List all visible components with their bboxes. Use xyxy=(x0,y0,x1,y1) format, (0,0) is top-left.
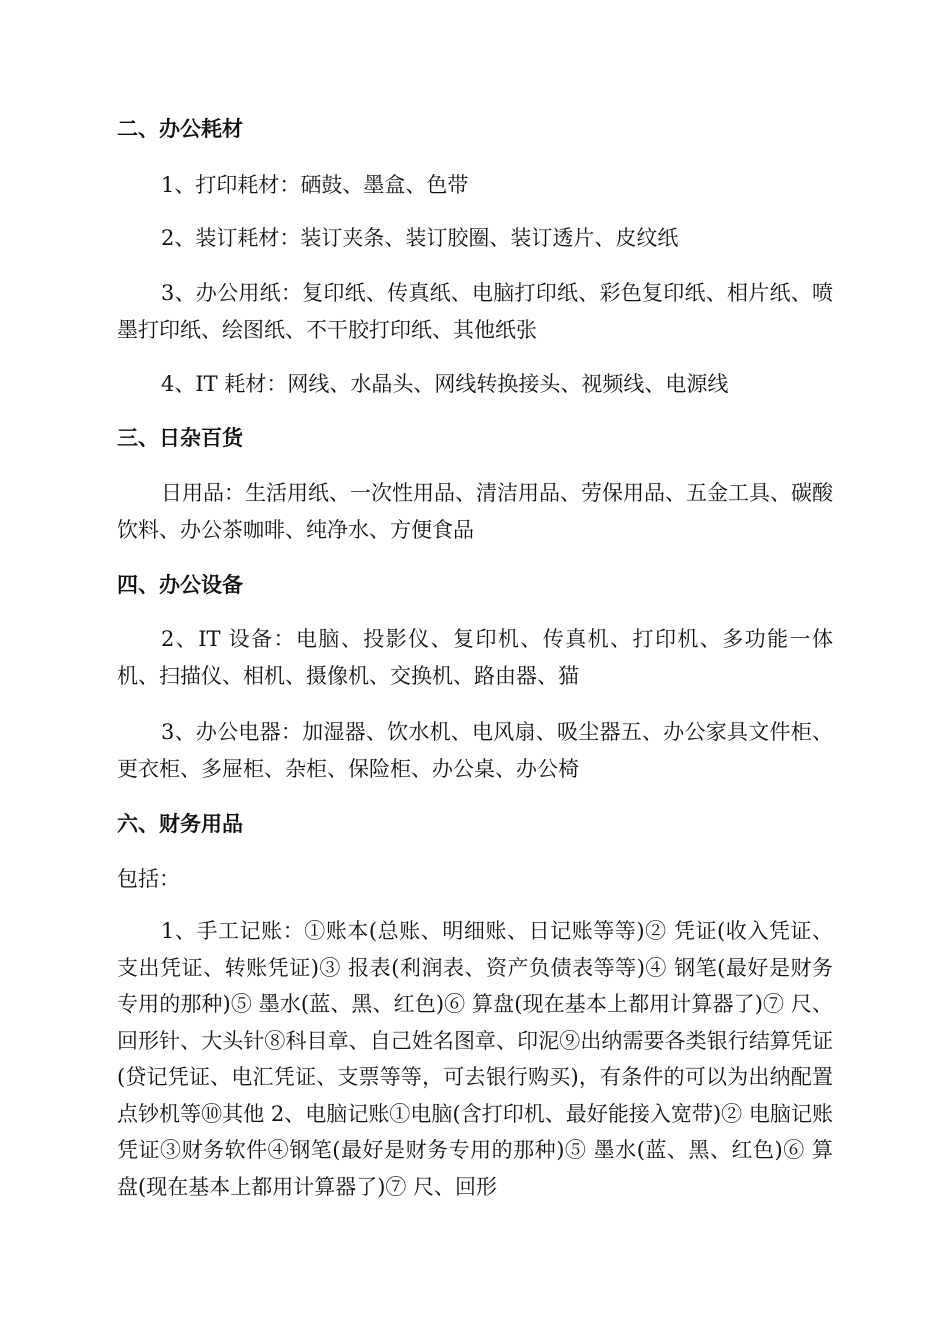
item-printing-consumables: 1、打印耗材：硒鼓、墨盒、色带 xyxy=(161,173,469,197)
section-heading-finance-supplies: 六、财务用品 xyxy=(117,812,243,836)
item-daily-goods: 日用品：生活用纸、一次性用品、清洁用品、劳保用品、五金工具、碳酸饮料、办公茶咖啡、纯净水、方便食品 xyxy=(117,481,833,542)
section-heading-office-consumables: 二、办公耗材 xyxy=(117,117,243,141)
item-finance-bookkeeping: 1、手工记账：①账本(总账、明细账、日记账等等)② 凭证(收入凭证、支出凭证、转账凭证)③ 报表(利润表、资产负债表等等)④ 钢笔(最好是财务专用的那种)⑤ 墨水(蓝、黑、红色)⑥ 算盘(现在基本上都用计算器了)⑦ 尺、回形针、大头针⑧科目章、自己姓名图章、印泥⑨出纳需要各类银行结算凭证(贷记凭证、电汇凭证、支票等等，可去银行购买)，有条件的可以为出纳配置点钞机等⑩其他 2、电脑记账①电脑(含打印机、最好能接入宽带)② 电脑记账凭证③财务软件④钢笔(最好是财务专用的那种)⑤ 墨水(蓝、黑、红色)⑥ 算盘(现在基本上都用计算器了)⑦ 尺、回形 xyxy=(117,919,833,1199)
section-heading-office-equipment: 四、办公设备 xyxy=(117,573,243,597)
item-office-paper: 3、办公用纸：复印纸、传真纸、电脑打印纸、彩色复印纸、相片纸、喷墨打印纸、绘图纸、不干胶打印纸、其他纸张 xyxy=(117,281,833,342)
item-it-consumables: 4、IT 耗材：网线、水晶头、网线转换接头、视频线、电源线 xyxy=(161,372,729,396)
item-office-appliances: 3、办公电器：加湿器、饮水机、电风扇、吸尘器五、办公家具文件柜、更衣柜、多屉柜、杂柜、保险柜、办公桌、办公椅 xyxy=(117,720,833,781)
item-binding-consumables: 2、装订耗材：装订夹条、装订胶圈、装订透片、皮纹纸 xyxy=(161,226,679,250)
item-it-equipment: 2、IT 设备：电脑、投影仪、复印机、传真机、打印机、多功能一体机、扫描仪、相机、摄像机、交换机、路由器、猫 xyxy=(117,627,833,688)
section-heading-daily-goods: 三、日杂百货 xyxy=(117,426,243,450)
finance-intro: 包括： xyxy=(117,867,180,891)
